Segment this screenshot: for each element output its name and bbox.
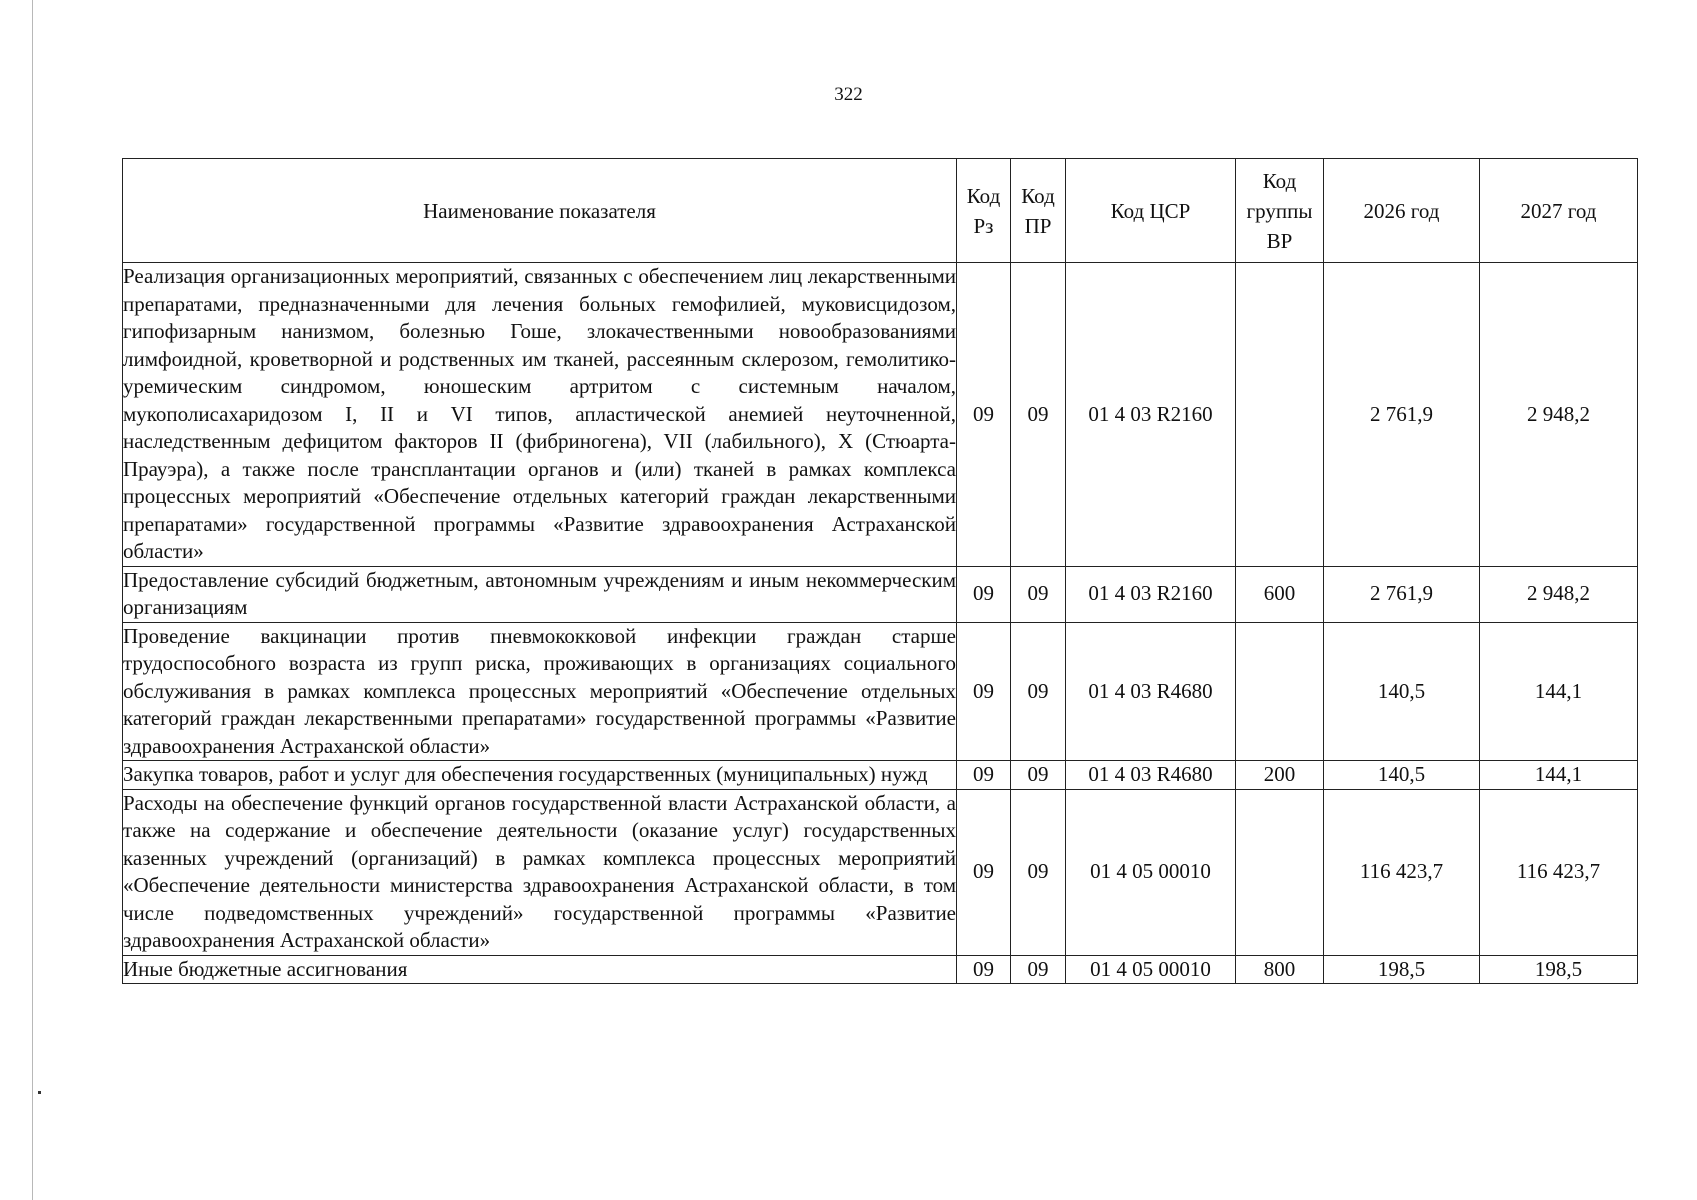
row-2027: 198,5 — [1480, 955, 1638, 984]
row-2026: 198,5 — [1324, 955, 1480, 984]
row-pr: 09 — [1011, 761, 1066, 790]
row-name: Иные бюджетные ассигнования — [123, 955, 957, 984]
row-name: Предоставление субсидий бюджетным, автономным учреждениям и иным некоммерческим организациям — [123, 566, 957, 622]
row-vr: 600 — [1236, 566, 1324, 622]
scan-edge-line — [32, 0, 33, 1200]
table-row — [123, 622, 1638, 761]
row-rz: 09 — [957, 263, 1011, 567]
scan-artifact-dot — [38, 1091, 41, 1094]
header-name: Наименование показателя — [123, 159, 957, 263]
row-vr: 200 — [1236, 761, 1324, 790]
table-row — [123, 955, 1638, 984]
row-2027: 2 948,2 — [1480, 263, 1638, 567]
table-row — [123, 761, 1638, 790]
header-pr: Код ПР — [1011, 159, 1066, 263]
row-csr: 01 4 03 R4680 — [1066, 622, 1236, 761]
row-2026: 140,5 — [1324, 761, 1480, 790]
row-vr — [1236, 263, 1324, 567]
row-rz: 09 — [957, 761, 1011, 790]
header-rz: Код Рз — [957, 159, 1011, 263]
row-csr: 01 4 03 R2160 — [1066, 566, 1236, 622]
row-vr — [1236, 789, 1324, 955]
row-rz: 09 — [957, 622, 1011, 761]
row-pr: 09 — [1011, 566, 1066, 622]
row-rz: 09 — [957, 789, 1011, 955]
row-name: Закупка товаров, работ и услуг для обеспечения государственных (муниципальных) нужд — [123, 761, 957, 790]
row-rz: 09 — [957, 955, 1011, 984]
row-csr: 01 4 03 R4680 — [1066, 761, 1236, 790]
row-csr: 01 4 05 00010 — [1066, 789, 1236, 955]
header-2026: 2026 год — [1324, 159, 1480, 263]
header-csr: Код ЦСР — [1066, 159, 1236, 263]
row-name: Проведение вакцинации против пневмококковой инфекции граждан старше трудоспособного возраста из групп риска, проживающих в организациях социального обслуживания в рамках комплекса процессных мероприятий «Обеспечение отдельных категорий граждан лекарственными препаратами» государственной программы «Развитие здравоохранения Астраханской области» — [123, 622, 957, 761]
header-vr: Код группы ВР — [1236, 159, 1324, 263]
row-2027: 116 423,7 — [1480, 789, 1638, 955]
row-2026: 2 761,9 — [1324, 566, 1480, 622]
row-2027: 144,1 — [1480, 622, 1638, 761]
row-2026: 140,5 — [1324, 622, 1480, 761]
row-name: Реализация организационных мероприятий, связанных с обеспечением лиц лекарственными препаратами, предназначенными для лечения больных гемофилией, муковисцидозом, гипофизарным нанизмом, болезнью Гоше, злокачественными новообразованиями лимфоидной, кроветворной и родственных им тканей, рассеянным склерозом, гемолитико-уремическим синдромом, юношеским артритом с системным началом, мукополисахаридозом I, II и VI типов, апластической анемией неуточненной, наследственным дефицитом факторов II (фибриногена), VII (лабильного), X (Стюарта-Прауэра), а также после трансплантации органов и (или) тканей в рамках комплекса процессных мероприятий «Обеспечение отдельных категорий граждан лекарственными препаратами» государственной программы «Развитие здравоохранения Астраханской области» — [123, 263, 957, 567]
row-pr: 09 — [1011, 789, 1066, 955]
row-name: Расходы на обеспечение функций органов государственной власти Астраханской области, а также на содержание и обеспечение деятельности (оказание услуг) государственных казенных учреждений (организаций) в рамках комплекса процессных мероприятий «Обеспечение деятельности министерства здравоохранения Астраханской области, в том числе подведомственных учреждений» государственной программы «Развитие здравоохранения Астраханской области» — [123, 789, 957, 955]
row-vr: 800 — [1236, 955, 1324, 984]
row-2027: 2 948,2 — [1480, 566, 1638, 622]
table-row — [123, 263, 1638, 567]
row-2026: 2 761,9 — [1324, 263, 1480, 567]
table-header-row — [123, 159, 1638, 263]
row-pr: 09 — [1011, 263, 1066, 567]
row-2027: 144,1 — [1480, 761, 1638, 790]
row-pr: 09 — [1011, 955, 1066, 984]
row-csr: 01 4 03 R2160 — [1066, 263, 1236, 567]
row-pr: 09 — [1011, 622, 1066, 761]
table-row — [123, 789, 1638, 955]
budget-table — [122, 158, 1638, 984]
table-row — [123, 566, 1638, 622]
header-2027: 2027 год — [1480, 159, 1638, 263]
row-csr: 01 4 05 00010 — [1066, 955, 1236, 984]
row-vr — [1236, 622, 1324, 761]
row-2026: 116 423,7 — [1324, 789, 1480, 955]
page-number: 322 — [834, 84, 863, 105]
row-rz: 09 — [957, 566, 1011, 622]
